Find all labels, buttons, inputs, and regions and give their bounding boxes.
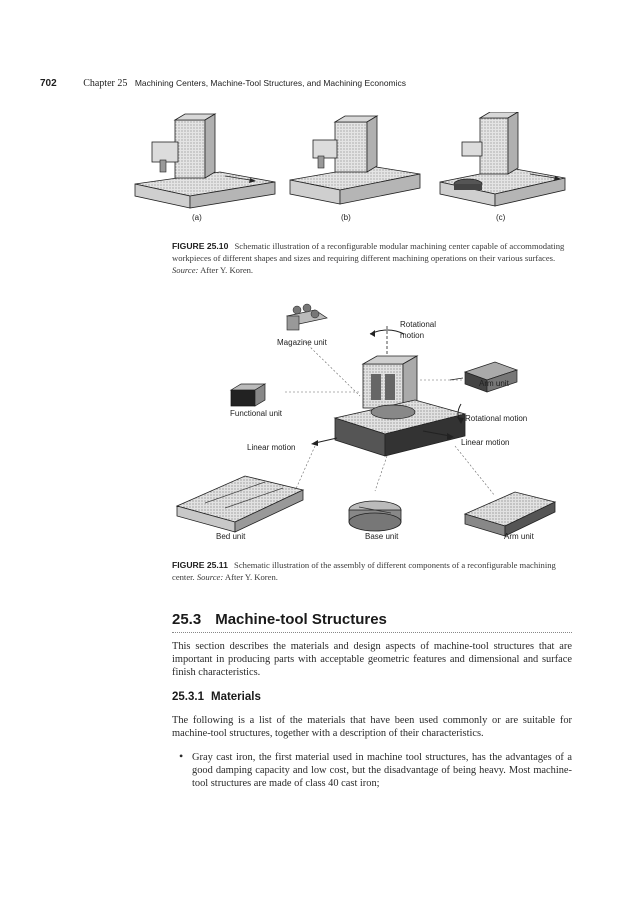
section-number: 25.3 [172,611,202,628]
figure-25-10-caption [172,240,572,276]
subsection-intro: The following is a list of the materials that have been used commonly or are suitable for machine-tool structures, together with a description of their characteristics. [172,715,572,739]
sublabel-c: (c) [496,213,506,222]
label-bed-unit: Bed unit [216,532,246,541]
label-rotational-motion-top-2: motion [400,331,425,340]
bullet-term: Gray cast iron, [192,752,256,763]
label-rotational-motion-right: Rotational motion [465,414,528,423]
bullet-dot-icon: • [179,749,184,763]
caption-source: After Y. Koren. [224,572,278,582]
label-rotational-motion-top-1: Rotational [400,320,437,329]
bed-unit-drawing [177,476,303,532]
caption-source: After Y. Koren. [200,265,254,275]
subsection-number: 25.3.1 [172,691,204,703]
caption-source-label: Source: [172,265,199,275]
label-linear-motion-left: Linear motion [247,443,296,452]
arm-unit-bottom-drawing [465,492,555,536]
base-unit-drawing [349,501,401,531]
assembly-base-drawing [335,400,465,456]
label-functional-unit: Functional unit [230,409,283,418]
chapter-title: Machining Centers, Machine-Tool Structures, and Machining Economics [134,78,407,88]
section-rule [172,632,572,633]
figure-25-10-illustration [130,112,570,222]
machine-a [135,114,275,208]
list-item [172,751,572,790]
machine-c [440,112,565,206]
caption-text: Schematic illustration of the assembly of different components of a reconfigurable machining center. [172,560,556,582]
magazine-unit-drawing [287,304,327,330]
caption-label: FIGURE 25.10 [172,241,229,251]
chapter-label: Chapter 25 [83,78,128,89]
section-heading [172,611,387,628]
label-linear-motion-right: Linear motion [461,438,510,447]
sublabel-a: (a) [192,213,202,222]
bullet-list [172,751,572,790]
label-base-unit: Base unit [365,532,399,541]
functional-unit-drawing [231,384,265,406]
label-magazine-unit: Magazine unit [277,338,327,347]
bullet-text: the first material used in machine tool structures, has the advantages of a good damping capacity and low cost, but the disadvantage of being heavy. Most machine-tool structures are made of class 40 cast iron; [192,752,572,789]
label-arm-unit-right: Arm unit [479,379,509,388]
figure-25-11-caption [172,559,572,583]
column-drawing [363,356,417,408]
caption-text: Schematic illustration of a reconfigurable modular machining center capable of accommodating workpieces of different shapes and sizes and requiring different machining operations on their various surfaces. [172,241,565,263]
section-intro: This section describes the materials and design aspects of machine-tool structures that are important in producing parts with acceptable geometric features and dimensional and surface finish characteristics. [172,641,572,678]
subsection-heading [172,691,261,703]
machine-b [290,116,420,204]
sublabel-b: (b) [341,213,351,222]
label-arm-unit-bottom: Arm unit [504,532,534,541]
caption-label: FIGURE 25.11 [172,560,228,570]
caption-source-label: Source: [196,572,224,582]
page-number: 702 [40,78,57,89]
section-title: Machine-tool Structures [215,611,387,628]
subsection-title: Materials [210,691,261,703]
running-header [40,78,406,89]
